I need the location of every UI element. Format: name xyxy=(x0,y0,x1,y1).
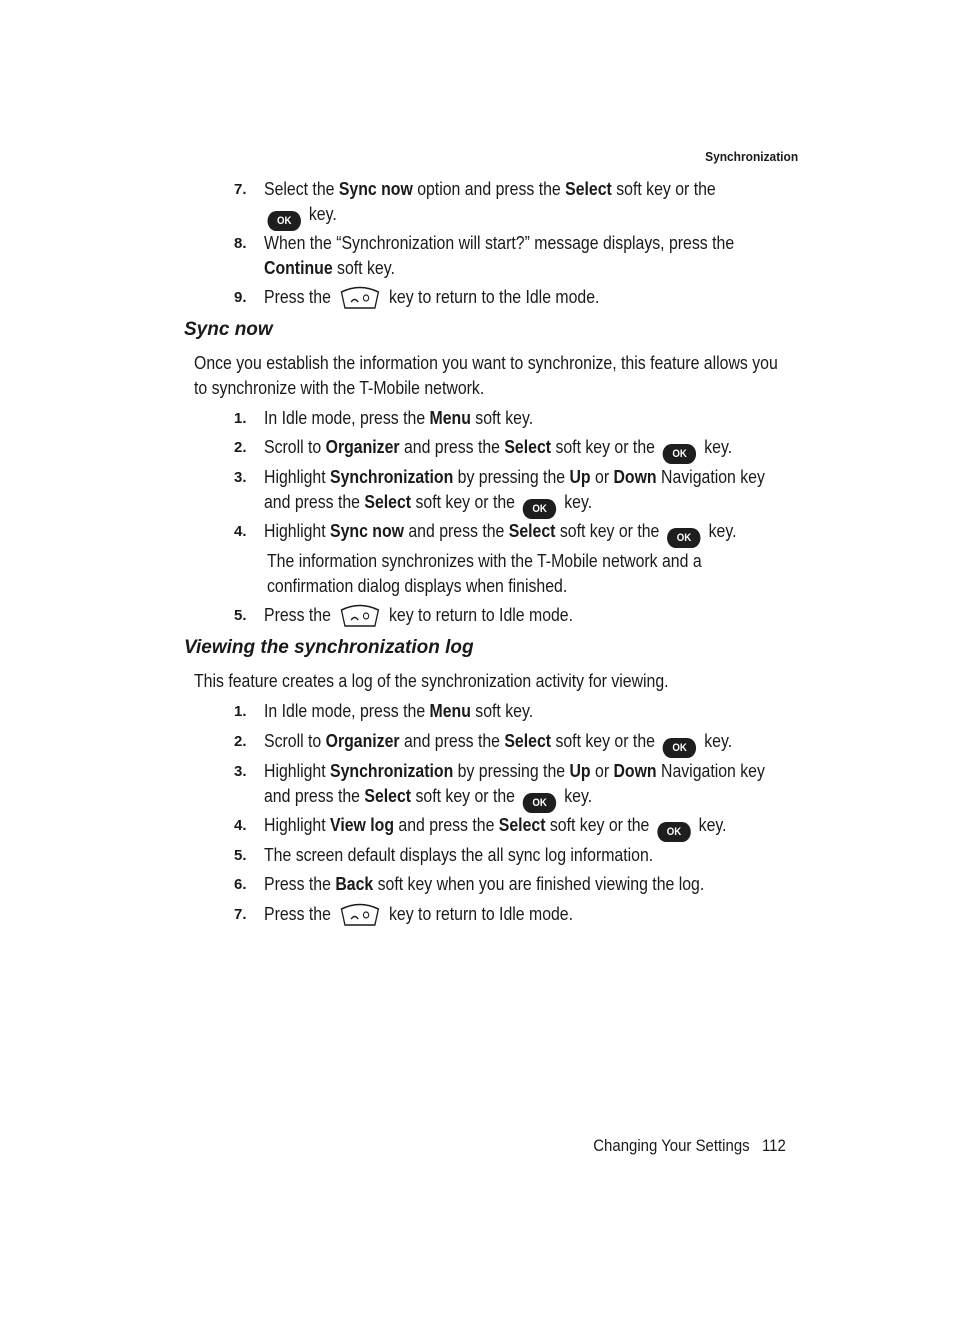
page-footer xyxy=(593,1136,786,1156)
step-number: 7. xyxy=(234,181,247,198)
section-title-viewing-log: Viewing the synchronization log xyxy=(184,637,474,658)
end-key-icon xyxy=(339,603,381,629)
ok-key-icon: OK xyxy=(657,822,690,842)
ok-key-icon: OK xyxy=(523,793,556,813)
step-number: 5. xyxy=(234,847,247,864)
step-number: 3. xyxy=(234,763,247,780)
step-number: 1. xyxy=(234,703,247,720)
ok-key-icon: OK xyxy=(663,738,696,758)
page-number: 112 xyxy=(762,1136,786,1155)
ok-key-icon: OK xyxy=(523,499,556,519)
step-number: 2. xyxy=(234,439,247,456)
step-number: 4. xyxy=(234,817,247,834)
step-number: 5. xyxy=(234,607,247,624)
section-title-sync-now: Sync now xyxy=(184,319,273,340)
step-number: 6. xyxy=(234,876,247,893)
step-number: 7. xyxy=(234,906,247,923)
ok-key-icon: OK xyxy=(663,444,696,464)
viewing-log-intro: This feature creates a log of the synchronization activity for viewing. xyxy=(194,671,669,691)
chapter-title: Changing Your Settings xyxy=(593,1136,750,1155)
step-number: 1. xyxy=(234,410,247,427)
step-number: 9. xyxy=(234,289,247,306)
ok-key-icon: OK xyxy=(268,211,301,231)
sync-now-note: The information synchronizes with the T-Mobile network and a confirmation dialog displays when finished. xyxy=(267,551,702,596)
running-head: Synchronization xyxy=(704,149,798,164)
end-key-icon xyxy=(339,285,381,311)
ok-key-icon: OK xyxy=(667,528,700,548)
end-key-icon xyxy=(339,902,381,928)
step-number: 2. xyxy=(234,733,247,750)
step-number: 4. xyxy=(234,523,247,540)
step-number: 8. xyxy=(234,235,247,252)
step-number: 3. xyxy=(234,469,247,486)
sync-now-intro: Once you establish the information you want to synchronize, this feature allows you to synchronize with the T-Mobile network. xyxy=(194,353,778,398)
